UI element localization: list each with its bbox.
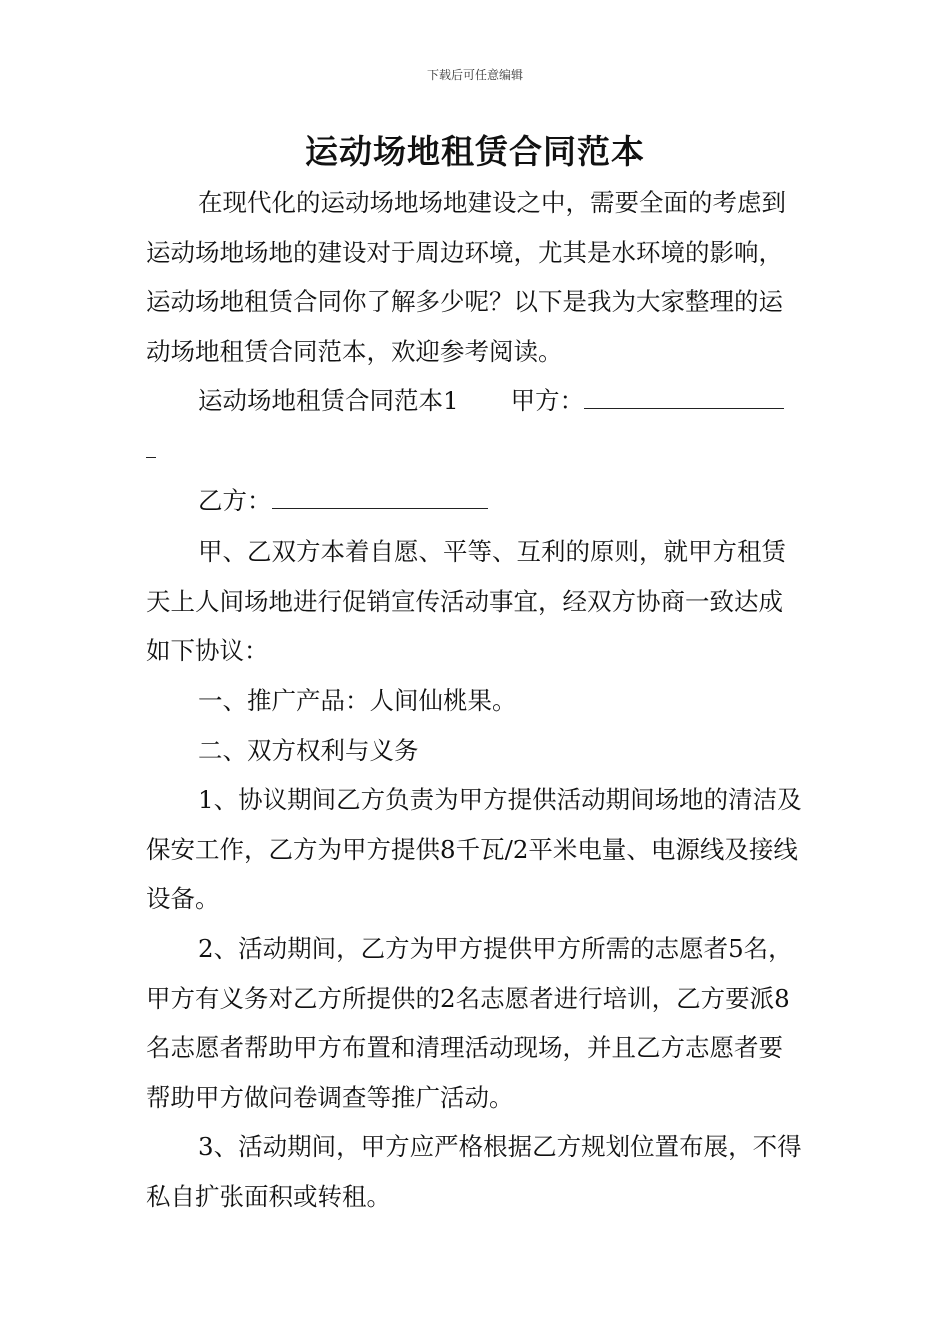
document-body bbox=[146, 178, 806, 1221]
clause-item-1: 一、推广产品：人间仙桃果。 bbox=[198, 685, 517, 715]
clause-sub-1: 1、协议期间乙方负责为甲方提供活动期间场地的清洁及保安工作，乙方为甲方提供8千瓦/2平米电量、电源线及接线设备。 bbox=[146, 785, 802, 914]
party-a-blank-continuation bbox=[146, 426, 806, 476]
clause-sub-3: 3、活动期间，甲方应严格根据乙方规划位置布展，不得私自扩张面积或转租。 bbox=[146, 1132, 802, 1211]
contract-heading-line bbox=[146, 376, 806, 426]
contract-heading: 运动场地租赁合同范本1 bbox=[198, 386, 459, 416]
party-b-label: 乙方： bbox=[198, 485, 272, 515]
party-a-label: 甲方： bbox=[510, 386, 585, 416]
header-note: 下载后可任意编辑 bbox=[426, 68, 523, 82]
party-b-line bbox=[146, 476, 806, 526]
party-b-blank bbox=[272, 507, 488, 509]
document-title: 运动场地租赁合同范本 bbox=[305, 132, 645, 171]
intro-paragraph: 在现代化的运动场地场地建设之中，需要全面的考虑到运动场地场地的建设对于周边环境，尤其是水环境的影响，运动场地租赁合同你了解多少呢？以下是我为大家整理的运动场地租赁合同范本，欢迎参考阅读。 bbox=[146, 188, 786, 366]
clause-item-2: 二、双方权利与义务 bbox=[198, 735, 419, 765]
preamble-paragraph: 甲、乙双方本着自愿、平等、互利的原则，就甲方租赁天上人间场地进行促销宣传活动事宜，经双方协商一致达成如下协议： bbox=[146, 537, 786, 666]
clause-sub-2: 2、活动期间，乙方为甲方提供甲方所需的志愿者5名，甲方有义务对乙方所提供的2名志愿者进行培训，乙方要派8名志愿者帮助甲方布置和清理活动现场，并且乙方志愿者要帮助甲方做问卷调查等推广活动。 bbox=[146, 933, 793, 1112]
party-a-blank bbox=[584, 407, 784, 409]
